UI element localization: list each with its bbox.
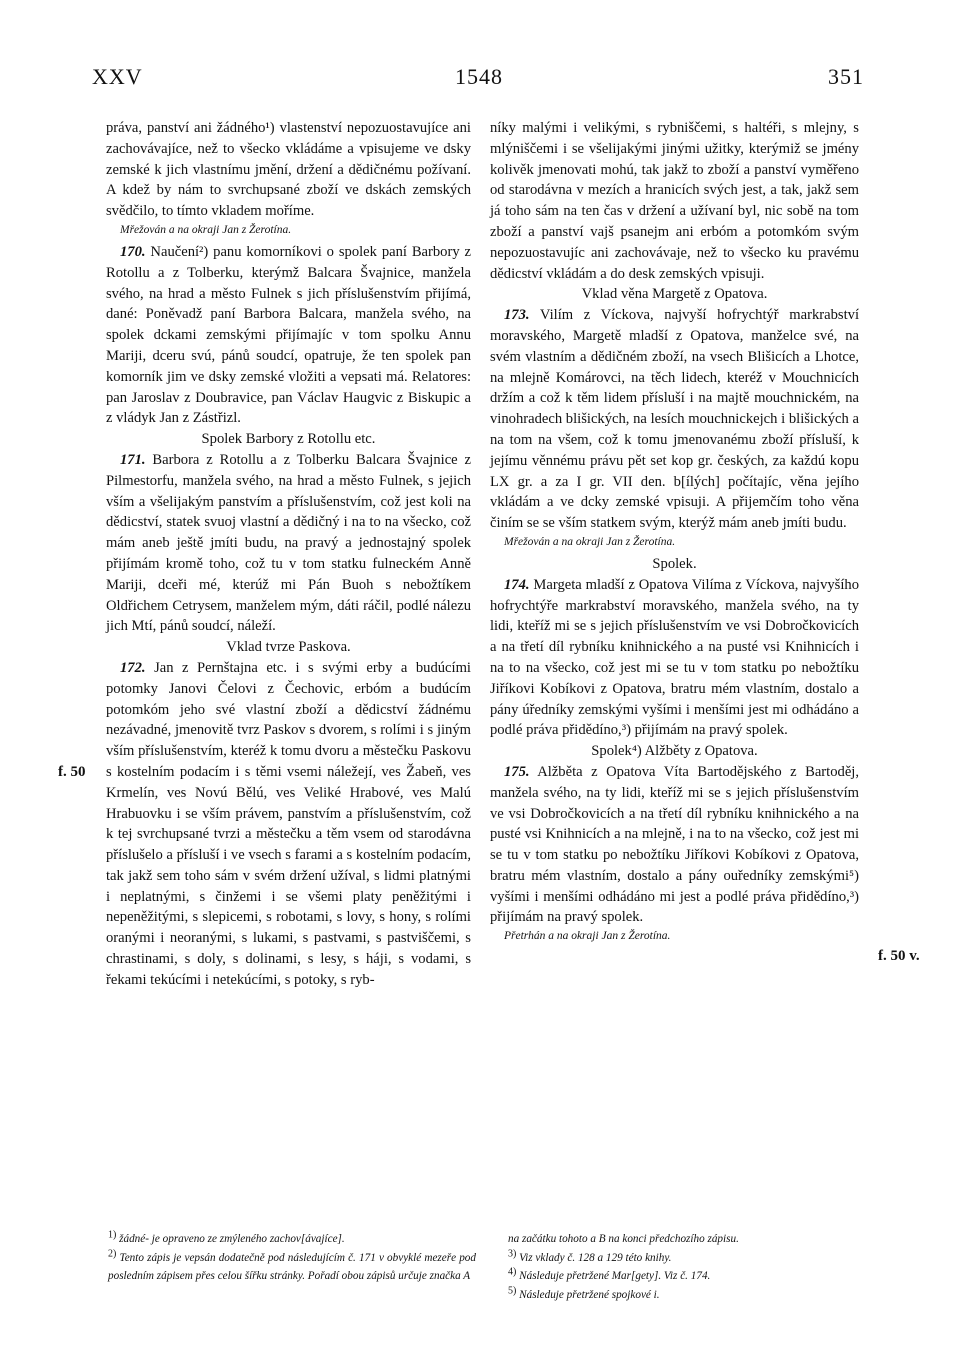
scribal-note: Mřežován a na okraji Jan z Žerotína. <box>120 223 292 236</box>
footnote-text: Následuje přetržené spojkové i. <box>519 1288 660 1301</box>
paragraph: níky malými i velikými, s rybniščemi, s haltéři, s mlejny, s mlýniščemi i se všelijakými jinými užitky, kterýmiž se jmény kolivěk jmenovati mohú, tak jakž to zboží a panství vyměřeno od starodávna v mezích a hranicích svých jest, a tak, jakž sem já toho sám na ten čas v držení a užívaní byl, nic sobě na tom zboží a panství vajš psanejm ani erbóm a potomkóm svým nepozuostavujíc ani zachovávaje, než to všecko ku pravému dědicství vkládám a do desk zemských vpisuji. <box>490 120 859 282</box>
footnote <box>108 1249 476 1286</box>
entry-text: Vilím z Víckova, najvyší hofrychtýř markrabství moravského, Margetě mladší z Opatova, manželce své, na svém vlastním a dědičném zboží, na vsech Blišicích a Lhotce, na mlejně Komárovci, na těch lidech, kteréž v Mouchnicích držím a což k těm lidem přísluší i na majtě mouchnickém, na vinohradech blišických, na lesích mouchnickejch i blišických a na tom na všem, což k tomu jmenovanému zboží přísluší, k jejímu věnnému právu pět set kop gr. českých, za každú kopu LX gr. a za I gr. VII den. b[ílých] počítajíc, věna jejího vkládám a ve dcky zemské vpisuji. A přijemčím toho věna činím se se vším statkem svým, kterýž mám aneb jmíti budu. <box>490 307 859 532</box>
right-column <box>490 118 859 948</box>
section-heading: Vklad věna Margetě z Opatova. <box>581 286 768 303</box>
footnote <box>508 1286 868 1305</box>
header-roman: XXV <box>92 64 143 89</box>
footnotes-left <box>108 1230 476 1286</box>
entry-text: Jan z Pernštajna etc. i s svými erby a budúcími potomky Janovi Čelovi z Čechovic, erbóm a budúcím potomkóm jeho své vlastní zboží a dědicství žádnému nezávadné, jmenovitě tvrz Paskov s dvorem, s rolími i s jiným vším příslušenstvím, kteréž k tomu dvoru a městečku Paskovu s kostelním podacím i s těmi vsemi náležejí, ves Žabeň, ves Krmelín, ves Novú Bělú, ves Veliké Hrabové, ves Malú Hrabuovku i se vším právem, panstvím a příslušenstvím, což k tej svrchupsané tvrzi a městečku a těm vsem od starodávna příslušelo a přísluší i ve vsech s farami a s kostelním podacím, tak jakž sem toho sám v svém držení užíval, s lidmi platnými i neplatnými, s činžemi i se všemi platy peněžitými i nepeněžitými, s slepicemi, s robotami, s lovy, s hony, s rolími oranými i neoranými, s lukami, s pastvami, s pastviščemi, s chrastinami, s doly, s dolinami, s lesy, s háji, s vodami, s řekami tekúcími i netekúcími, s potoky, s ryb- <box>106 659 471 988</box>
footnote-mark: 2) <box>108 1247 117 1259</box>
section-heading: Spolek⁴) Alžběty z Opatova. <box>591 743 758 760</box>
footnote-mark: 4) <box>508 1266 517 1278</box>
margin-folio-left: f. 50 <box>58 764 86 780</box>
entry-text: Naučení²) panu komorníkovi o spolek paní Barbory z Rotollu a z Tolberku, kterýmž Balcara Švajnice, manžela svého, na hrad a město Fulnek s jich příslušenstvím přijímá, dané: Poněvadž paní Barbora Balcara, manžela svého, na spolek dckami zemskými přijímajíc v tom spolku Annu Mariji, dceru svú, pánů soudcí, opatruje, že ten spolek pan komorník jim ve dsky zemské vložiti a vepsati má. Relatores: pan Jaroslav z Doubravice, pan Václav Haugvic z Biskupic a z vládyk Jan z Zástřizl. <box>106 243 471 427</box>
footnote-continuation <box>508 1230 868 1249</box>
entry-number: 172. <box>120 659 146 676</box>
entry-text: Barbora z Rotollu a z Tolberku Balcara Švajnice z Pilmestorfu, manžela svého, na hrad a město Fulnek, s jejich vším a všelijakým panstvím a příslušenstvím, což jest koli na dědicství, statek svuoj vlastní a dědičný i na to na všecko, což mám aneb ještě jmíti budu, na pravý a jednostajný spolek přijímám kromě toho, což tu v tom statku fulneckém Anně Mariji, dceři mé, kterúž mi Pán Buoh s nebožtíkem Oldřichem Cetrysem, manželem mým, dáti ráčil, podlé nálezu jich Mtí, pánů soudcí, náleží. <box>106 451 471 635</box>
footnote-mark: 5) <box>508 1284 517 1296</box>
section-heading: Spolek. <box>652 555 697 572</box>
header-year: 1548 <box>455 64 503 89</box>
entry-170 <box>106 242 471 429</box>
entry-number: 170. <box>120 243 146 260</box>
entry-175 <box>490 762 859 928</box>
footnote-text: na začátku tohoto a B na konci předchozího zápisu. <box>508 1233 739 1245</box>
footnote <box>508 1267 868 1286</box>
footnote-text: žádné- je opraveno ze zmýleného zachov[ávajíce]. <box>119 1233 345 1245</box>
left-column <box>106 118 471 991</box>
scribal-note: Mřežován a na okraji Jan z Žerotína. <box>504 535 676 548</box>
entry-172 <box>106 658 471 991</box>
entry-number: 175. <box>504 763 530 780</box>
entry-text: Alžběta z Opatova Víta Bartodějského z Bartoděj, manžela svého, na ty lidi, kteříž mi se s jejich příslušenstvím ve vsi Dobročkovicích a na třetí díl rybníku knihnického a na pusté vsi Knihnicích a na mlejně, i na to na všecko, což jest mi se tu v tom statku po nebožtíku Jiříkovi Kobíkovi z Opatova, bratru mém vlastním, dostalo a pány ouředníky zemskými⁵) vyšími i menšími odhádáno mi jest a podlé práva přidědíno,³) přijímám na pravý spolek. <box>490 763 859 926</box>
entry-number: 171. <box>120 451 146 468</box>
footnote <box>508 1249 868 1268</box>
scribal-note: Přetrhán a na okraji Jan z Žerotína. <box>504 930 671 943</box>
footnote-text: Viz vklady č. 128 a 129 této knihy. <box>519 1251 672 1264</box>
entry-174 <box>490 575 859 741</box>
entry-number: 174. <box>504 576 530 593</box>
entry-number: 173. <box>504 307 530 324</box>
paragraph: práva, panství ani žádného¹) vlastenství nepozuostavujíce ani zachovávajíce, než to všecko vkládáme a vpisujeme ve dsky zemské k jich vlastnímu jmění, držení a dědičnému požívaní. A kdež by nám to svrchupsané zboží ve dskách zemských svědčilo, to tímto vkladem moříme. <box>106 120 471 220</box>
section-heading: Spolek Barbory z Rotollu etc. <box>201 431 376 448</box>
section-heading: Vklad tvrze Paskova. <box>226 639 351 656</box>
footnote-text: Následuje přetržené Mar[gety]. Viz č. 174. <box>519 1270 711 1282</box>
footnote-text: Tento zápis je vepsán dodatečně pod následujícím č. 171 v obvyklé mezeře pod posledním zápisem přes celou šířku stránky. Pořadí obou zápisů určuje značka A <box>108 1251 476 1282</box>
footnote-mark: 1) <box>108 1229 117 1241</box>
entry-173 <box>490 305 859 534</box>
footnotes-right <box>508 1230 868 1304</box>
margin-folio-right: f. 50 v. <box>878 948 920 964</box>
header-page-number: 351 <box>828 64 864 89</box>
footnote <box>108 1230 476 1249</box>
footnote-mark: 3) <box>508 1247 517 1259</box>
entry-text: Margeta mladší z Opatova Vilíma z Víckova, najvyšího hofrychtýře markrabství moravského, manžela svého, na ty lidi, kteříž mi se s jejich příslušenstvím ve vsi Dobročkovicích a na třetí díl rybníku knihnického a na pusté vsi Knihnicích i na to na všecko, což jest mi se tu v tom statku po nebožtíku Jiříkovi Kobíkovi z Opatova, bratru mém vlastním, dostalo a pány úředníky zemskými vyšími i menšími jest mi odhádáno a podlé práva přidědíno,³) přijímám na pravý spolek. <box>490 576 859 739</box>
entry-171 <box>106 450 471 637</box>
